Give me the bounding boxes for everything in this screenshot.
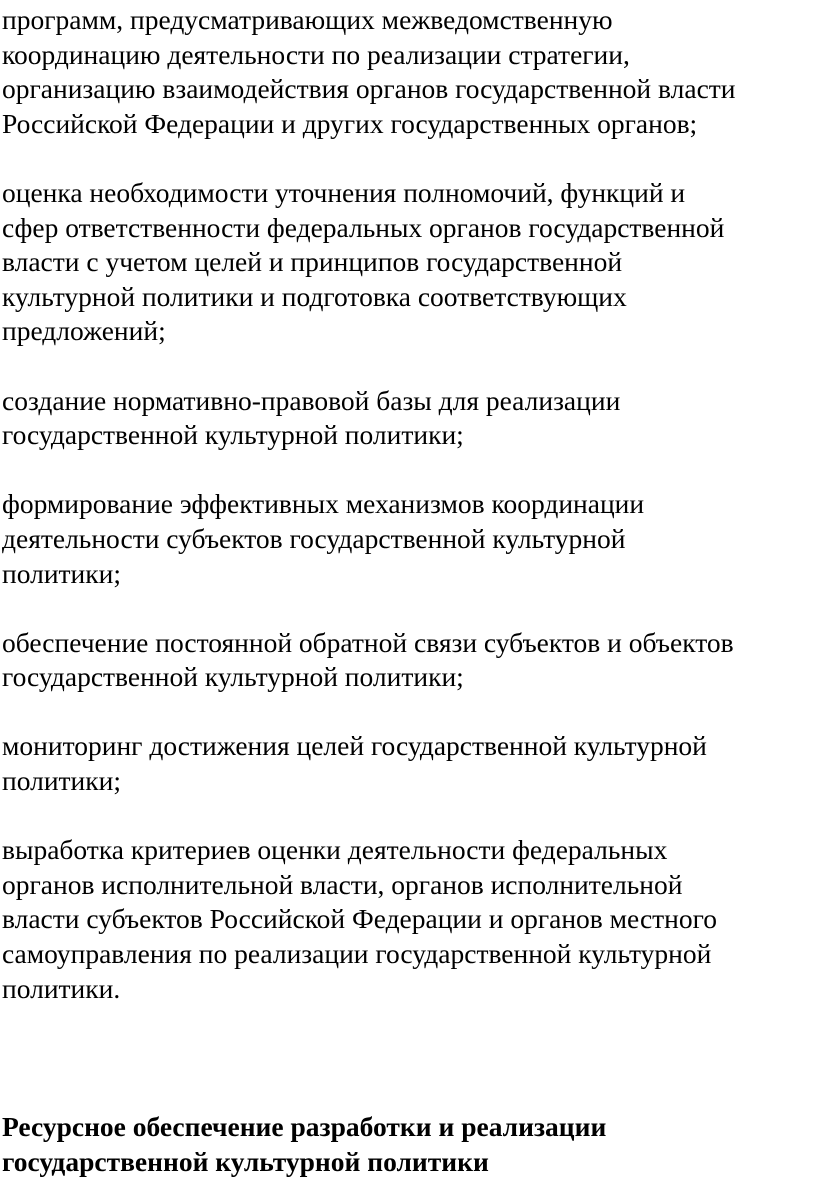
paragraph-gap	[2, 591, 816, 626]
text-line: власти субъектов Российской Федерации и органов местного	[2, 903, 717, 935]
text-line: мониторинг достижения целей государственной культурной	[2, 730, 707, 762]
text-line: выработка критериев оценки деятельности федеральных	[2, 834, 668, 866]
paragraph-gap	[2, 453, 816, 488]
paragraph-evaluation-criteria	[2, 833, 816, 1006]
paragraph-coordination-mechanisms	[2, 487, 816, 591]
text-line: самоуправления по реализации государственной культурной	[2, 938, 712, 970]
paragraph-monitoring	[2, 729, 816, 798]
text-line: оценка необходимости уточнения полномочий, функций и	[2, 176, 686, 208]
text-line: власти с учетом целей и принципов государственной	[2, 246, 623, 278]
heading-line: Ресурсное обеспечение разработки и реализации	[2, 1111, 607, 1143]
text-line: создание нормативно-правовой базы для реализации	[2, 384, 621, 416]
paragraph-feedback	[2, 626, 816, 695]
text-line: деятельности субъектов государственной культурной	[2, 522, 626, 554]
text-line: организацию взаимодействия органов государственной власти	[2, 73, 736, 105]
text-line: политики.	[2, 972, 121, 1004]
section-gap	[2, 1006, 816, 1110]
text-line: формирование эффективных механизмов координации	[2, 488, 645, 520]
text-line: сфер ответственности федеральных органов государственной	[2, 211, 725, 243]
text-line: органов исполнительной власти, органов исполнительной	[2, 868, 683, 900]
paragraph-legal-base	[2, 384, 816, 453]
section-heading	[2, 1110, 816, 1179]
text-line: государственной культурной политики;	[2, 661, 464, 693]
heading-line: государственной культурной политики	[2, 1145, 489, 1177]
paragraph-interagency-programs	[2, 3, 816, 141]
text-line: Российской Федерации и других государственных органов;	[2, 107, 698, 139]
text-line: государственной культурной политики;	[2, 419, 464, 451]
paragraph-gap	[2, 141, 816, 176]
text-line: политики;	[2, 765, 121, 797]
text-line: обеспечение постоянной обратной связи субъектов и объектов	[2, 626, 734, 658]
text-line: предложений;	[2, 315, 166, 347]
text-line: программ, предусматривающих межведомственную	[2, 4, 613, 35]
paragraph-gap	[2, 695, 816, 730]
text-line: культурной политики и подготовка соответствующих	[2, 280, 627, 312]
paragraph-gap	[2, 349, 816, 384]
text-line: политики;	[2, 557, 121, 589]
paragraph-gap	[2, 799, 816, 834]
paragraph-powers-assessment	[2, 176, 816, 349]
text-line: координацию деятельности по реализации стратегии,	[2, 38, 630, 70]
